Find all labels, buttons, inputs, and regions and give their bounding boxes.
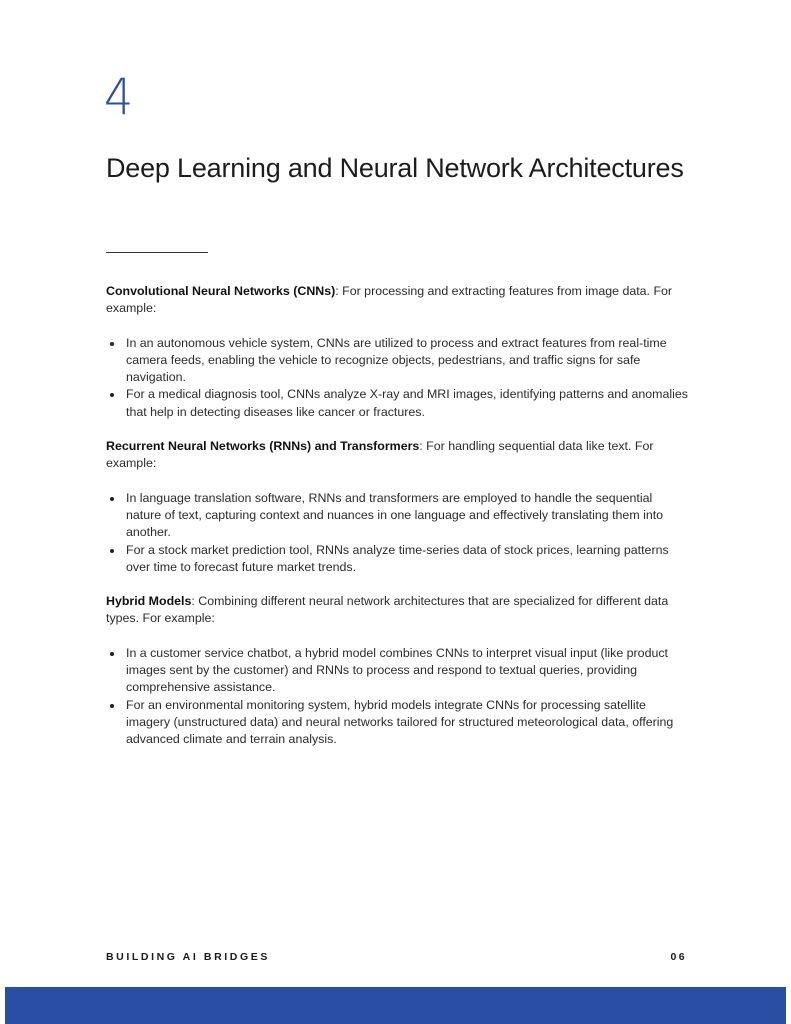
bullet-list-hybrid xyxy=(106,645,688,749)
footer-book-title: BUILDING AI BRIDGES xyxy=(106,951,270,963)
bullet-list-rnn xyxy=(106,490,688,576)
list-item: For an environmental monitoring system, hybrid models integrate CNNs for processing satellite imagery (unstructured data) and neural networks tailored for structured meteorological data, offering advanced climate and terrain analysis. xyxy=(106,697,688,749)
section-term: Hybrid Models xyxy=(106,594,192,609)
section-description: : For handling sequential data like text. For example: xyxy=(106,439,654,471)
list-item: For a medical diagnosis tool, CNNs analyze X-ray and MRI images, identifying patterns and anomalies that help in detecting diseases like cancer or fractures. xyxy=(106,386,688,421)
chapter-title: Deep Learning and Neural Network Architectures xyxy=(106,153,684,183)
chapter-number: 4 xyxy=(104,68,134,126)
list-item: In a customer service chatbot, a hybrid model combines CNNs to interpret visual input (like product images sent by the customer) and RNNs to process and respond to textual queries, providing comprehensive assistance. xyxy=(106,645,688,697)
footer-color-band xyxy=(5,987,786,1024)
section-term: Convolutional Neural Networks (CNNs) xyxy=(106,284,336,298)
section-term: Recurrent Neural Networks (RNNs) and Transformers xyxy=(106,439,420,454)
section-intro-hybrid xyxy=(106,593,688,628)
bullet-list-cnn xyxy=(106,335,688,421)
list-item: In language translation software, RNNs and transformers are employed to handle the sequential nature of text, capturing context and nuances in one language and effectively translating them into another. xyxy=(106,490,688,542)
section-intro-rnn xyxy=(106,438,688,473)
section-intro-cnn xyxy=(106,283,688,318)
section-description: : Combining different neural network architectures that are specialized for different data types. For example: xyxy=(106,594,669,626)
list-item: For a stock market prediction tool, RNNs analyze time-series data of stock prices, learning patterns over time to forecast future market trends. xyxy=(106,542,688,577)
title-divider xyxy=(106,252,208,253)
footer-page-number: 06 xyxy=(670,951,687,963)
list-item: In an autonomous vehicle system, CNNs are utilized to process and extract features from real-time camera feeds, enabling the vehicle to recognize objects, pedestrians, and traffic signs for safe navigation. xyxy=(106,335,688,387)
section-description: : For processing and extracting features from image data. For example: xyxy=(106,284,673,316)
body-content xyxy=(106,283,688,766)
